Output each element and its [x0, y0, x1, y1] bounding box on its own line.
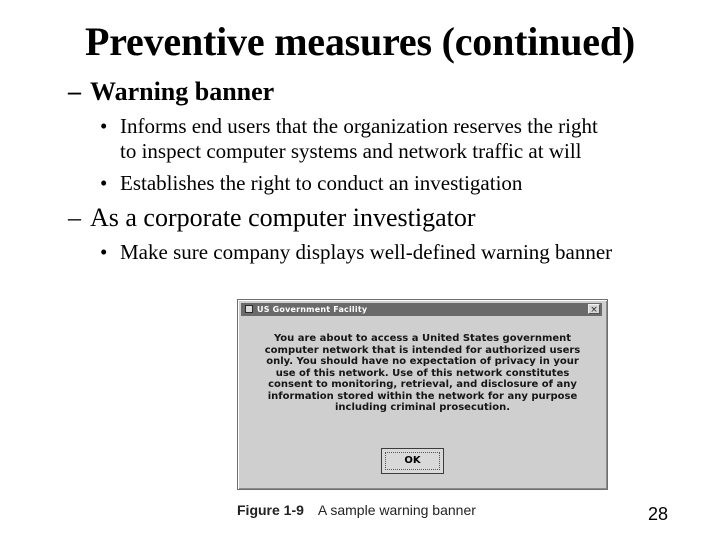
- message-line: consent to monitoring, retrieval, and disclosure of any: [268, 379, 577, 390]
- close-button[interactable]: ×: [588, 304, 600, 314]
- window-icon: [245, 305, 253, 313]
- slide-title: Preventive measures (continued): [84, 19, 635, 64]
- page-number: 28: [648, 504, 669, 524]
- message-line: only. You should have no expectation of privacy in your: [266, 356, 579, 367]
- figure-caption-text: A sample warning banner: [317, 502, 476, 518]
- bullet-line: to inspect computer systems and network traffic at will: [120, 139, 582, 163]
- bullet-text: As a corporate computer investigator: [90, 203, 476, 232]
- figure-caption: [237, 500, 476, 520]
- message-line: use of this network. Use of this network constitutes: [275, 367, 570, 379]
- bullet-warning-banner: [68, 77, 274, 107]
- message-line: information stored within the network for any purpose: [267, 390, 578, 402]
- dash-marker: –: [68, 77, 81, 106]
- bullet-marker: •: [100, 240, 108, 264]
- bullet-text: Warning banner: [90, 77, 275, 106]
- dash-marker: –: [68, 203, 81, 232]
- dialog-title: US Government Facility: [257, 305, 368, 314]
- sub-bullet-make-sure: [100, 240, 612, 265]
- bullet-line: Informs end users that the organization reserves the right: [120, 114, 598, 138]
- bullet-line: Make sure company displays well-defined warning banner: [120, 240, 613, 264]
- figure-label: Figure 1-9: [237, 502, 304, 518]
- bullet-marker: •: [100, 171, 108, 195]
- bullet-marker: •: [100, 114, 108, 138]
- bullet-corporate-investigator: [68, 203, 476, 233]
- warning-banner-dialog: [237, 299, 608, 490]
- dialog-message: [250, 333, 595, 414]
- ok-button[interactable]: OK: [381, 448, 444, 474]
- message-line: computer network that is intended for authorized users: [264, 344, 581, 356]
- message-line: including criminal prosecution.: [334, 402, 510, 413]
- sub-bullet-establishes: [100, 171, 522, 196]
- dialog-titlebar[interactable]: [241, 303, 602, 316]
- message-line: You are about to access a United States government: [273, 333, 572, 344]
- bullet-line: Establishes the right to conduct an investigation: [120, 171, 523, 195]
- sub-bullet-informs: [100, 114, 598, 164]
